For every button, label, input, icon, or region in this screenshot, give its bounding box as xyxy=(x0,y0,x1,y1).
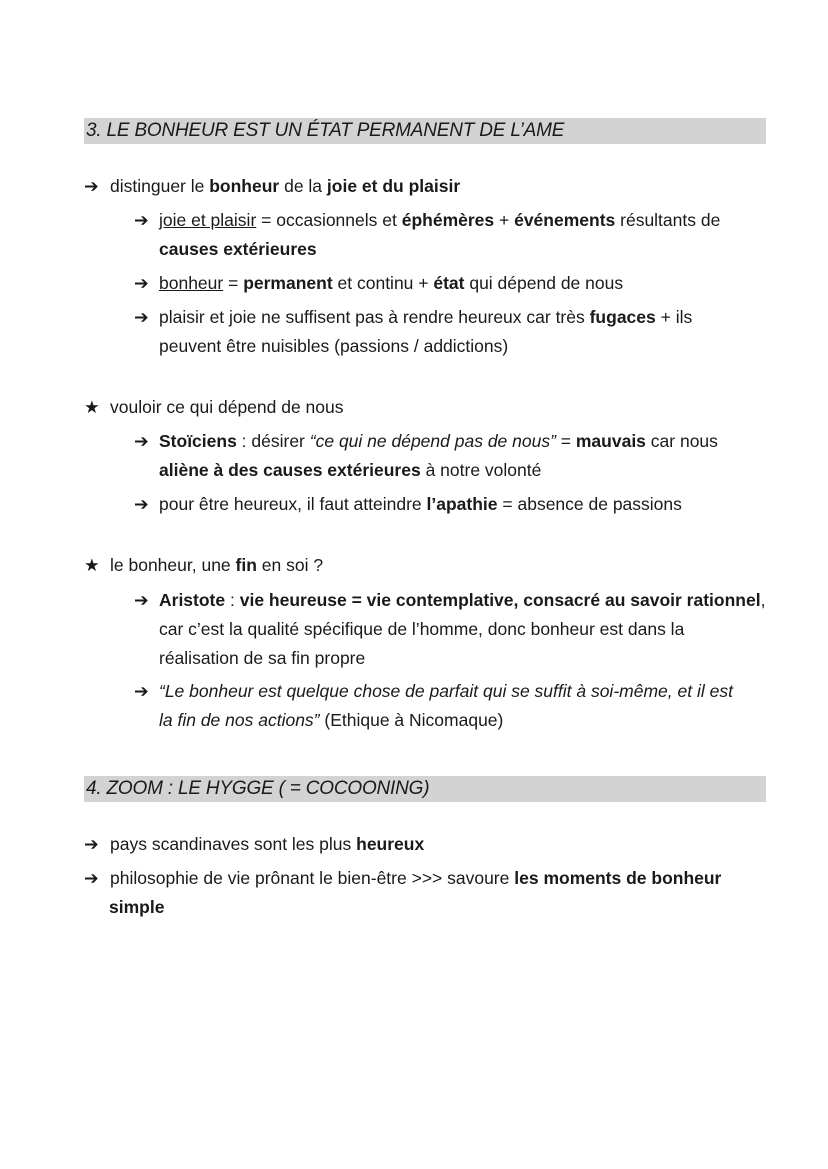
bullet-stoiciens xyxy=(134,427,718,456)
text: réalisation de sa fin propre xyxy=(159,648,366,668)
text: permanent xyxy=(243,273,333,293)
arrow-icon: ➔ xyxy=(134,431,149,451)
text: bonheur xyxy=(159,273,224,293)
text: le bonheur, une xyxy=(110,555,236,575)
text: + ils xyxy=(655,307,693,327)
text: fugaces xyxy=(589,307,656,327)
text: , xyxy=(760,590,766,610)
arrow-icon: ➔ xyxy=(84,868,99,888)
text: = xyxy=(223,273,244,293)
bullet-quote-cont xyxy=(159,706,503,735)
text: en soi ? xyxy=(256,555,324,575)
star-vouloir xyxy=(84,393,344,422)
text: “Le bonheur est quelque chose de parfait qui se suffit à soi-même, et il est xyxy=(159,681,733,701)
text: joie et du plaisir xyxy=(326,176,461,196)
text: la fin de nos actions” xyxy=(159,710,320,730)
arrow-icon: ➔ xyxy=(134,681,149,701)
text: car nous xyxy=(645,431,718,451)
text: + xyxy=(494,210,515,230)
arrow-icon: ➔ xyxy=(134,590,149,610)
text: état xyxy=(433,273,465,293)
text: éphémères xyxy=(401,210,495,230)
intro-line xyxy=(84,172,460,201)
arrow-icon: ➔ xyxy=(134,307,149,327)
text: philosophie de vie prônant le bien-être >>> savoure xyxy=(110,868,515,888)
arrow-icon: ➔ xyxy=(134,273,149,293)
bullet-aristote-cont xyxy=(159,615,684,644)
bullet-apathie xyxy=(134,490,682,519)
text: heureux xyxy=(356,834,425,854)
bullet-fugaces-cont xyxy=(159,332,508,361)
text: peuvent être nuisibles (passions / addictions) xyxy=(159,336,509,356)
text: plaisir et joie ne suffisent pas à rendre heureux car très xyxy=(159,307,590,327)
text: l’apathie xyxy=(426,494,498,514)
bullet-aristote xyxy=(134,586,765,615)
text: pour être heureux, il faut atteindre xyxy=(159,494,427,514)
text: (Ethique à Nicomaque) xyxy=(319,710,504,730)
text: joie et plaisir xyxy=(159,210,257,230)
text: qui dépend de nous xyxy=(464,273,624,293)
text: simple xyxy=(109,897,165,917)
text: événements xyxy=(514,210,616,230)
text: : xyxy=(225,590,240,610)
bullet-quote xyxy=(134,677,733,706)
text: distinguer le xyxy=(110,176,210,196)
text: vie heureuse = vie contemplative, consacré au savoir rationnel xyxy=(239,590,761,610)
text: pays scandinaves sont les plus xyxy=(110,834,357,854)
text: Aristote xyxy=(159,590,226,610)
text: les moments de bonheur xyxy=(514,868,722,888)
bullet-aristote-cont2 xyxy=(159,644,365,673)
text: fin xyxy=(235,555,257,575)
arrow-icon: ➔ xyxy=(84,176,99,196)
star-fin xyxy=(84,551,323,580)
bullet-joie-plaisir xyxy=(134,206,720,235)
section-4-heading: 4. ZOOM : LE HYGGE ( = COCOONING) xyxy=(84,776,766,802)
arrow-icon: ➔ xyxy=(84,834,99,854)
text: mauvais xyxy=(575,431,646,451)
arrow-icon: ➔ xyxy=(134,210,149,230)
star-icon: ★ xyxy=(84,397,100,417)
text: résultants de xyxy=(615,210,721,230)
text: vouloir ce qui dépend de nous xyxy=(110,397,344,417)
text: = occasionnels et xyxy=(256,210,402,230)
bullet-scandinaves xyxy=(84,830,424,859)
text: Stoïciens xyxy=(159,431,237,451)
section-3-heading: 3. LE BONHEUR EST UN ÉTAT PERMANENT DE L’AME xyxy=(84,118,766,144)
text: et continu + xyxy=(332,273,434,293)
text: = absence de passions xyxy=(497,494,682,514)
text: = xyxy=(555,431,576,451)
text: : désirer xyxy=(236,431,310,451)
bullet-philosophie-cont xyxy=(109,893,164,922)
text: de la xyxy=(279,176,327,196)
arrow-icon: ➔ xyxy=(134,494,149,514)
bullet-bonheur xyxy=(134,269,623,298)
text: “ce qui ne dépend pas de nous” xyxy=(309,431,556,451)
bullet-fugaces xyxy=(134,303,692,332)
text: causes extérieures xyxy=(159,239,317,259)
bullet-stoiciens-cont xyxy=(159,456,541,485)
text: aliène à des causes extérieures xyxy=(159,460,421,480)
text: bonheur xyxy=(209,176,280,196)
bullet-joie-plaisir-cont xyxy=(159,235,317,264)
bullet-philosophie xyxy=(84,864,721,893)
text: à notre volonté xyxy=(420,460,542,480)
star-icon: ★ xyxy=(84,555,100,575)
text: car c’est la qualité spécifique de l’homme, donc bonheur est dans la xyxy=(159,619,685,639)
